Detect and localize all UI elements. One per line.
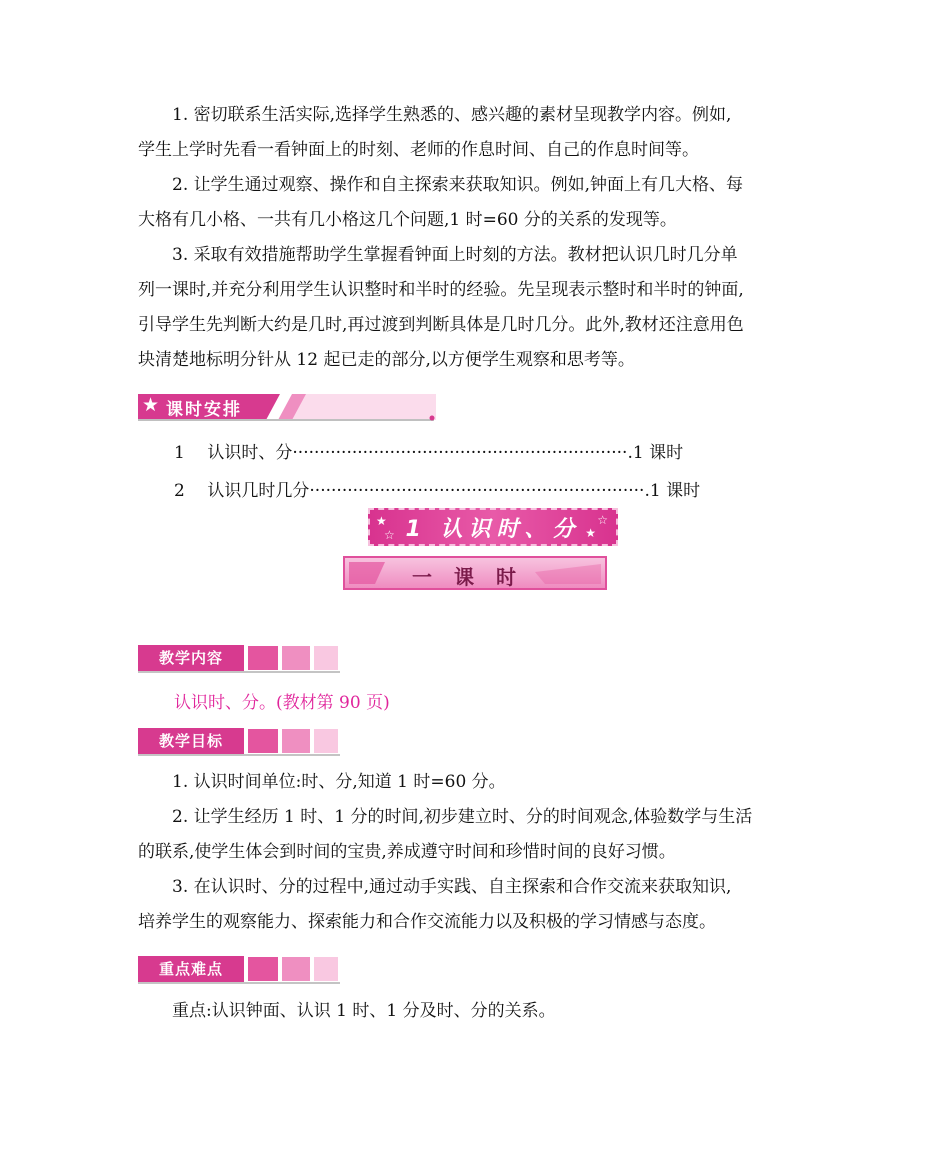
tag-square bbox=[314, 646, 338, 670]
schedule-item-hours: .1 课时 bbox=[627, 443, 684, 463]
star-icon: ★ bbox=[585, 526, 596, 540]
tag-rule bbox=[138, 671, 340, 673]
content-tag bbox=[138, 645, 340, 671]
intro-paragraphs bbox=[138, 98, 813, 378]
star-icon: ☆ bbox=[597, 513, 608, 527]
key-points-paragraph bbox=[138, 994, 813, 1029]
period-label: 一课时 bbox=[412, 565, 538, 589]
schedule-item-title: 认识几时几分 bbox=[207, 481, 310, 501]
schedule-item-title: 认识时、分 bbox=[207, 443, 293, 463]
goal-2-line1: 2. 让学生经历 1 时、1 分的时间,初步建立时、分的时间观念,体验数学与生活 bbox=[172, 807, 753, 827]
goal-3-line2: 培养学生的观察能力、探索能力和合作交流能力以及积极的学习情感与态度。 bbox=[138, 912, 716, 932]
star-icon: ★ bbox=[376, 514, 387, 528]
content-tag-label: 教学内容 bbox=[138, 645, 245, 671]
schedule-item-num: 2 bbox=[174, 481, 185, 501]
goal-3-line1: 3. 在认识时、分的过程中,通过动手实践、自主探索和合作交流来获取知识, bbox=[172, 877, 732, 897]
tag-square bbox=[248, 729, 278, 753]
content-text: 认识时、分。(教材第 90 页) bbox=[174, 693, 390, 713]
intro-p2-line1: 2. 让学生通过观察、操作和自主探索来获取知识。例如,钟面上有几大格、每 bbox=[172, 175, 744, 195]
intro-p2-line2: 大格有几小格、一共有几小格这几个问题,1 时=60 分的关系的发现等。 bbox=[138, 210, 677, 230]
schedule-item bbox=[174, 438, 683, 463]
tag-square bbox=[248, 957, 278, 981]
lesson-title: 1 认识时、分 bbox=[405, 517, 581, 542]
tag-rule bbox=[138, 754, 340, 756]
schedule-header-label: 课时安排 bbox=[166, 400, 242, 420]
intro-p3-line4: 块清楚地标明分针从 12 起已走的部分,以方便学生观察和思考等。 bbox=[138, 350, 635, 370]
period-banner bbox=[343, 556, 607, 590]
tag-square bbox=[314, 957, 338, 981]
tag-square bbox=[248, 646, 278, 670]
goal-1: 1. 认识时间单位:时、分,知道 1 时=60 分。 bbox=[172, 772, 506, 792]
intro-p1-line1: 1. 密切联系生活实际,选择学生熟悉的、感兴趣的素材呈现教学内容。例如, bbox=[172, 105, 732, 125]
star-icon: ★ bbox=[142, 394, 160, 416]
schedule-header bbox=[138, 392, 436, 422]
intro-p1-line2: 学生上学时先看一看钟面上的时刻、老师的作息时间、自己的作息时间等。 bbox=[138, 140, 699, 160]
goals-paragraphs bbox=[138, 765, 813, 940]
tag-rule bbox=[138, 982, 340, 984]
key-points-tag bbox=[138, 956, 340, 982]
tag-square bbox=[282, 646, 310, 670]
lesson-title-banner bbox=[368, 508, 618, 546]
intro-p3-line2: 列一课时,并充分利用学生认识整时和半时的经验。先呈现表示整时和半时的钟面, bbox=[138, 280, 744, 300]
schedule-item-dots: ······························································ bbox=[309, 481, 645, 501]
tag-square bbox=[314, 729, 338, 753]
intro-p3-line1: 3. 采取有效措施帮助学生掌握看钟面上时刻的方法。教材把认识几时几分单 bbox=[172, 245, 738, 265]
key-points-text: 重点:认识钟面、认识 1 时、1 分及时、分的关系。 bbox=[172, 1001, 556, 1021]
schedule-item-hours: .1 课时 bbox=[644, 481, 701, 501]
goals-tag-label: 教学目标 bbox=[138, 728, 245, 754]
schedule-item bbox=[174, 476, 700, 501]
tag-square bbox=[282, 729, 310, 753]
tag-square bbox=[282, 957, 310, 981]
key-points-tag-label: 重点难点 bbox=[138, 956, 245, 982]
goals-tag bbox=[138, 728, 340, 754]
schedule-item-dots: ······························································ bbox=[292, 443, 628, 463]
intro-p3-line3: 引导学生先判断大约是几时,再过渡到判断具体是几时几分。此外,教材还注意用色 bbox=[138, 315, 744, 335]
goal-2-line2: 的联系,使学生体会到时间的宝贵,养成遵守时间和珍惜时间的良好习惯。 bbox=[138, 842, 676, 862]
star-icon: ☆ bbox=[384, 528, 395, 542]
schedule-item-num: 1 bbox=[174, 443, 185, 463]
